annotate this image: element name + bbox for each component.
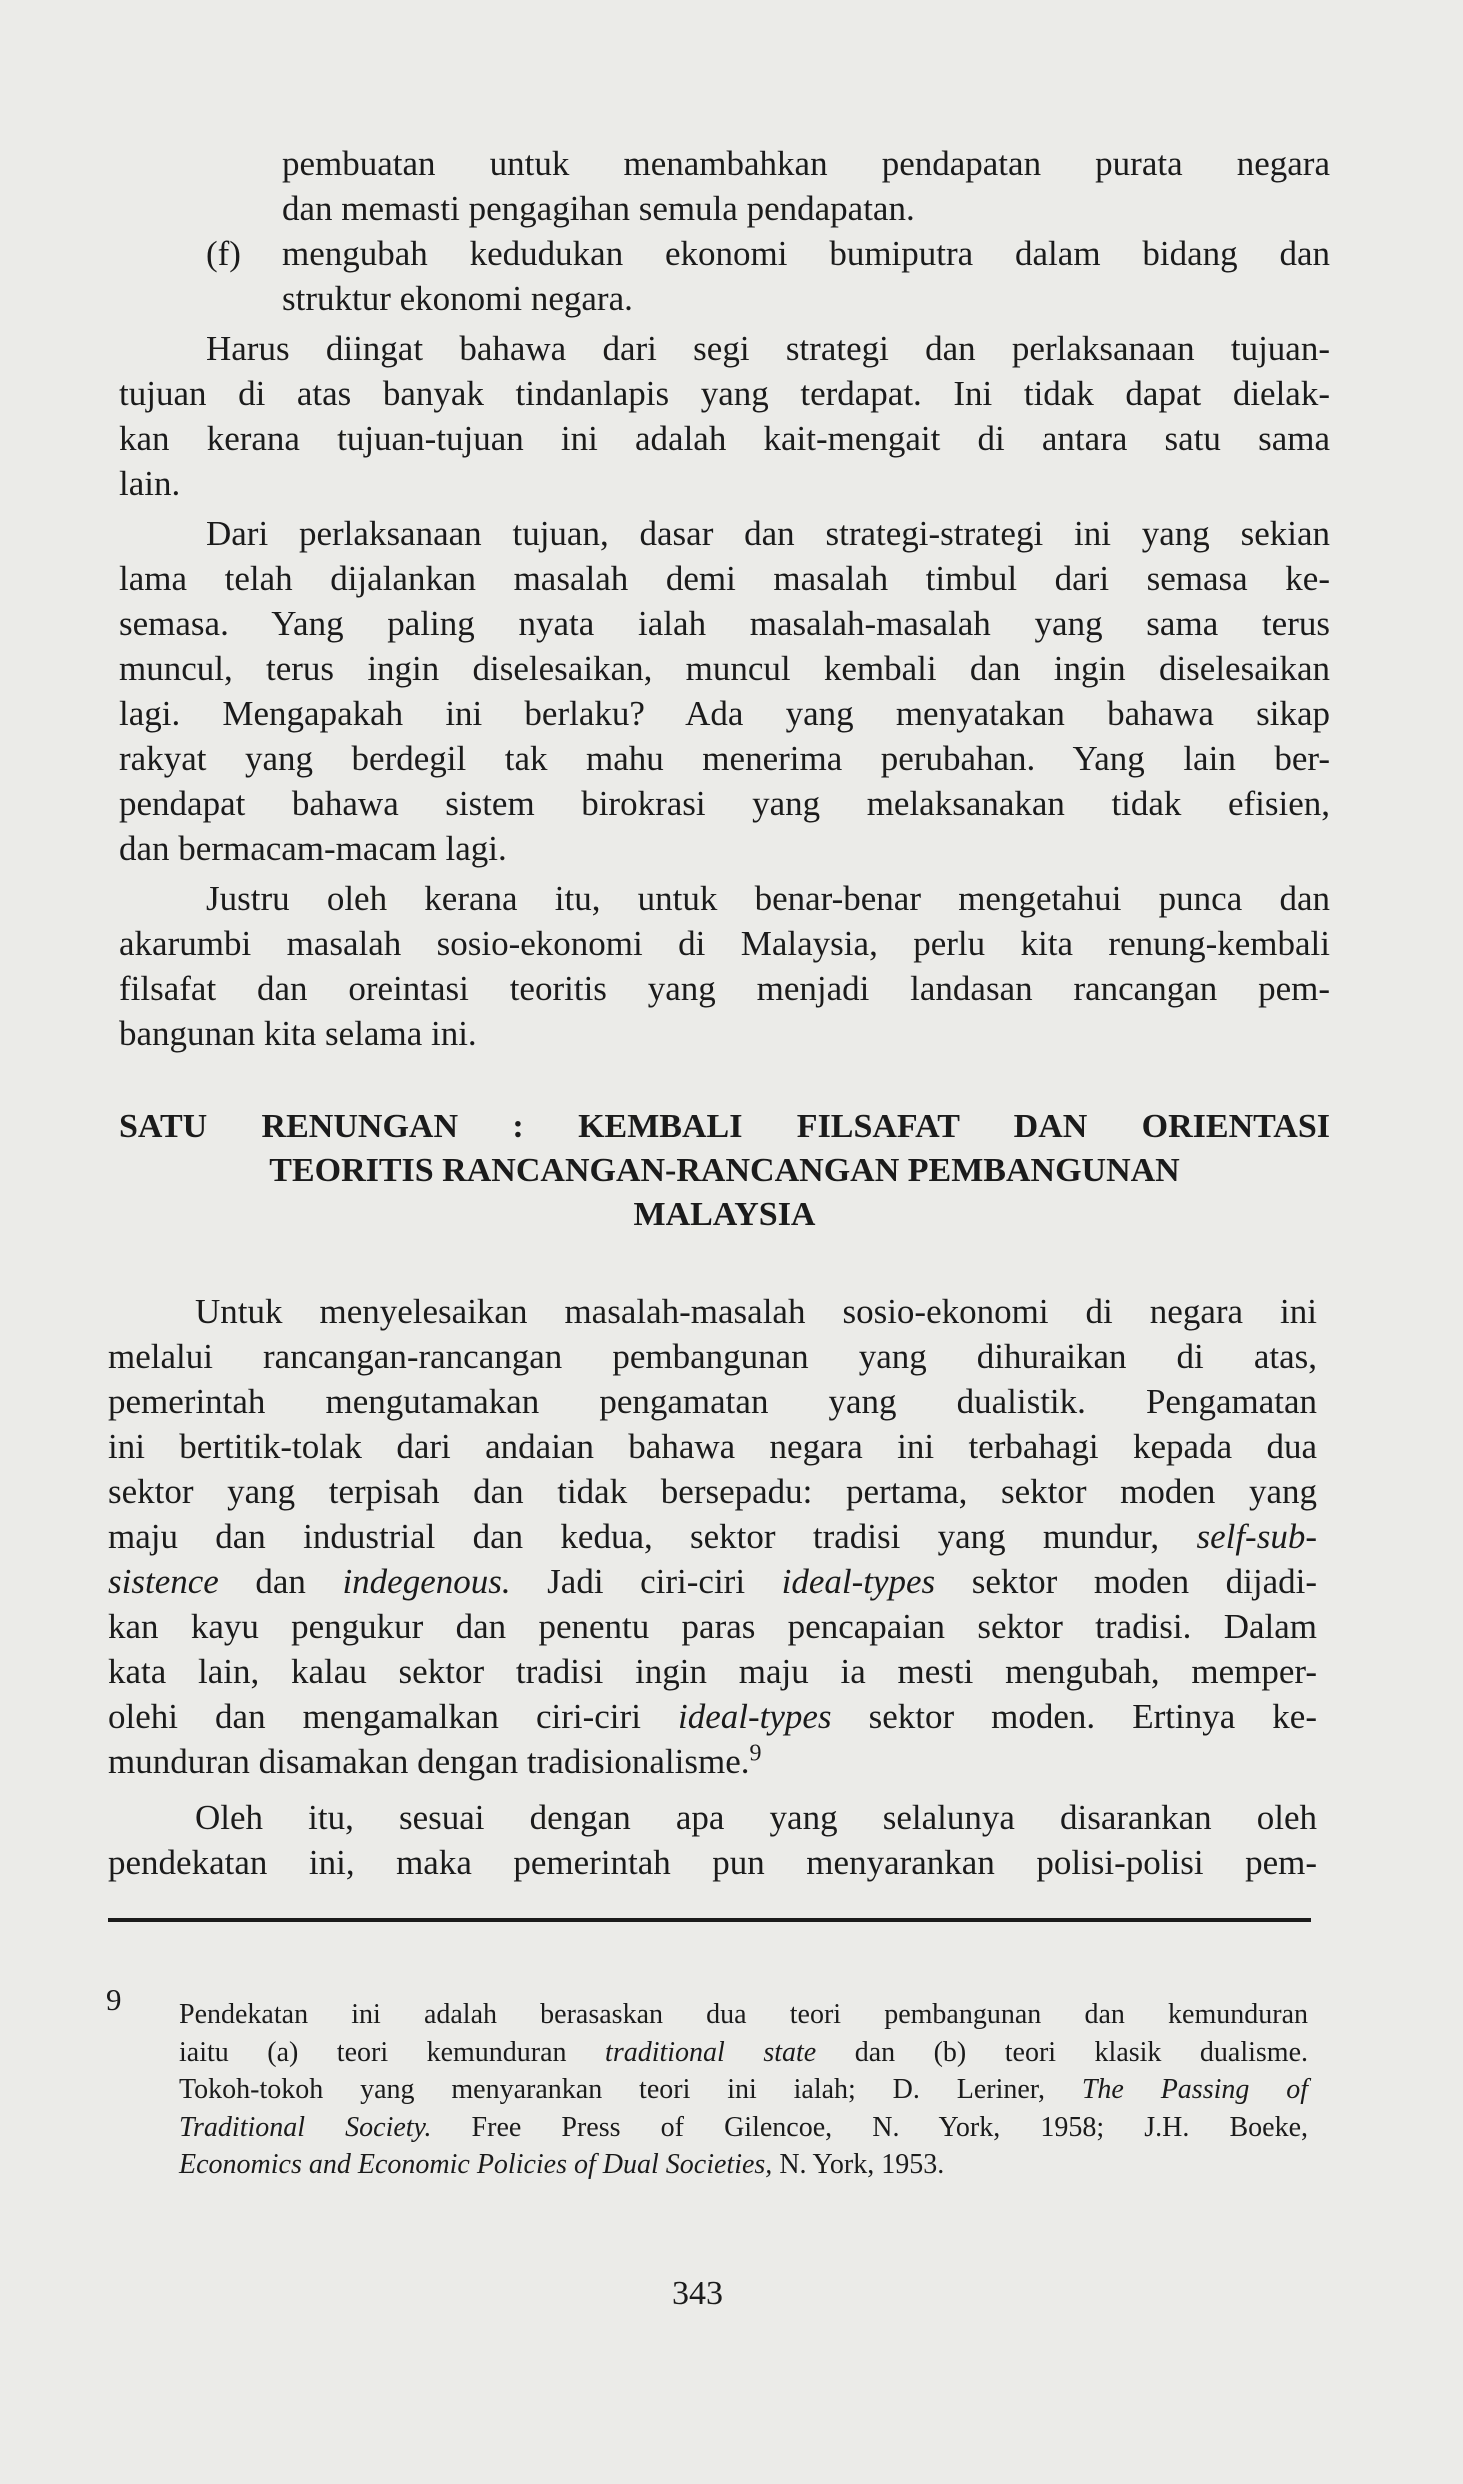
text-segment: Justru oleh kerana itu, untuk benar-benar mengetahui punca dan xyxy=(206,879,1330,918)
text-line xyxy=(119,781,1330,826)
text-segment: dan memasti pengagihan semula pendapatan. xyxy=(282,189,915,228)
heading-line: SATU RENUNGAN : KEMBALI FILSAFAT DAN ORIENTASI xyxy=(119,1108,1330,1145)
italic-text: traditional state xyxy=(605,2036,817,2068)
text-segment: kata lain, kalau sektor tradisi ingin maju ia mesti mengubah, memper- xyxy=(108,1652,1317,1691)
text-line xyxy=(119,736,1330,781)
text-line xyxy=(282,141,1330,186)
text-segment: pemerintah mengutamakan pengamatan yang dualistik. Pengamatan xyxy=(108,1382,1317,1421)
paragraph xyxy=(119,876,1330,1056)
text-segment: pendekatan ini, maka pemerintah pun menyarankan polisi-polisi pem- xyxy=(108,1843,1317,1882)
text-line xyxy=(179,2034,1308,2072)
text-segment: kan kayu pengukur dan penentu paras pencapaian sektor tradisi. Dalam xyxy=(108,1607,1317,1646)
text-segment: rakyat yang berdegil tak mahu menerima perubahan. Yang lain ber- xyxy=(119,739,1330,778)
text-line xyxy=(119,556,1330,601)
text-line xyxy=(282,276,1330,321)
text-segment: muncul, terus ingin diselesaikan, muncul kembali dan ingin diselesaikan xyxy=(119,649,1330,688)
list-item-e-continuation xyxy=(119,141,1330,231)
text-line xyxy=(119,461,1330,506)
text-line xyxy=(119,646,1330,691)
text-segment: sektor moden. Ertinya ke- xyxy=(831,1697,1317,1736)
paragraph xyxy=(108,1795,1317,1885)
footnote xyxy=(179,1996,1308,2184)
text-segment: Untuk menyelesaikan masalah-masalah sosio-ekonomi di negara ini xyxy=(195,1292,1317,1331)
text-segment: filsafat dan oreintasi teoritis yang menjadi landasan rancangan pem- xyxy=(119,969,1330,1008)
text-line xyxy=(119,1011,1330,1056)
text-segment: pendapat bahawa sistem birokrasi yang melaksanakan tidak efisien, xyxy=(119,784,1330,823)
text-line xyxy=(119,921,1330,966)
text-line xyxy=(108,1469,1317,1514)
text-segment: pembuatan untuk menambahkan pendapatan purata negara xyxy=(282,144,1330,183)
text-segment: N. York, 1953. xyxy=(772,2149,945,2180)
text-line xyxy=(108,1739,1317,1784)
footnote-number: 9 xyxy=(106,1982,122,2017)
footnote-divider xyxy=(108,1918,1311,1922)
text-line xyxy=(282,186,1330,231)
text-line xyxy=(108,1604,1317,1649)
text-segment: akarumbi masalah sosio-ekonomi di Malaysia, perlu kita renung-kembali xyxy=(119,924,1330,963)
text-segment: mengubah kedudukan ekonomi bumiputra dalam bidang dan xyxy=(282,234,1330,273)
text-line xyxy=(119,826,1330,871)
text-line xyxy=(179,2146,1308,2184)
italic-text: self-sub- xyxy=(1196,1517,1317,1556)
text-segment: sektor yang terpisah dan tidak bersepadu: pertama, sektor moden yang xyxy=(108,1472,1317,1511)
text-line xyxy=(119,511,1330,556)
text-segment: iaitu (a) teori kemunduran xyxy=(179,2036,606,2068)
text-segment: sektor moden dijadi- xyxy=(935,1562,1317,1601)
text-line xyxy=(179,1996,1308,2034)
list-item-label: (f) xyxy=(206,234,241,273)
text-line xyxy=(108,1840,1317,1885)
text-segment: dan bermacam-macam lagi. xyxy=(119,829,507,868)
text-segment: ini bertitik-tolak dari andaian bahawa negara ini terbahagi kepada dua xyxy=(108,1427,1317,1466)
text-segment: Harus diingat bahawa dari segi strategi dan perlaksanaan tujuan- xyxy=(206,329,1330,368)
text-line xyxy=(179,2109,1308,2147)
section-heading xyxy=(119,1105,1330,1237)
text-line xyxy=(119,326,1330,371)
text-line xyxy=(108,1514,1317,1559)
text-line xyxy=(119,966,1330,1011)
heading-line: MALAYSIA xyxy=(633,1196,816,1233)
text-line xyxy=(282,231,1330,276)
text-segment: Free Press of Gilencoe, N. York, 1958; J.H. Boeke, xyxy=(431,2111,1309,2143)
text-segment: Tokoh-tokoh yang menyarankan teori ini ialah; D. Leriner, xyxy=(179,2074,1082,2105)
text-segment: tujuan di atas banyak tindanlapis yang terdapat. Ini tidak dapat dielak- xyxy=(119,374,1330,413)
italic-text: Traditional Society. xyxy=(179,2111,432,2143)
body-section-2 xyxy=(108,1289,1317,1885)
text-line xyxy=(108,1334,1317,1379)
paragraph xyxy=(119,326,1330,506)
text-segment: olehi dan mengamalkan ciri-ciri xyxy=(108,1697,678,1736)
text-segment: munduran disamakan dengan tradisionalisme. xyxy=(108,1742,750,1781)
text-segment: melalui rancangan-rancangan pembangunan yang dihuraikan di atas, xyxy=(108,1337,1317,1376)
text-line xyxy=(108,1379,1317,1424)
text-line xyxy=(108,1559,1317,1604)
text-segment: semasa. Yang paling nyata ialah masalah-masalah yang sama terus xyxy=(119,604,1330,643)
text-line xyxy=(108,1649,1317,1694)
text-line xyxy=(119,691,1330,736)
text-line xyxy=(119,876,1330,921)
italic-text: ideal-types xyxy=(677,1697,832,1736)
body-section-1 xyxy=(119,141,1330,1056)
text-line xyxy=(108,1289,1317,1334)
text-segment: lagi. Mengapakah ini berlaku? Ada yang menyatakan bahawa sikap xyxy=(119,694,1330,733)
text-line xyxy=(119,371,1330,416)
heading-line: TEORITIS RANCANGAN-RANCANGAN PEMBANGUNAN xyxy=(269,1152,1180,1189)
paragraph xyxy=(108,1289,1317,1784)
text-segment: Pendekatan ini adalah berasaskan dua teori pembangunan dan kemunduran xyxy=(179,1999,1308,2030)
text-segment: Dari perlaksanaan tujuan, dasar dan strategi-strategi ini yang sekian xyxy=(206,514,1330,553)
footnote-reference: 9 xyxy=(749,1740,762,1767)
list-item-f xyxy=(119,231,1330,321)
text-segment: lama telah dijalankan masalah demi masalah timbul dari semasa ke- xyxy=(119,559,1330,598)
text-line xyxy=(108,1424,1317,1469)
italic-text: Economics and Economic Policies of Dual Societies, xyxy=(179,2149,773,2180)
italic-text: The Passing of xyxy=(1081,2074,1308,2105)
paragraph xyxy=(119,511,1330,871)
text-segment: bangunan kita selama ini. xyxy=(119,1014,477,1053)
text-segment: Jadi ciri-ciri xyxy=(510,1562,782,1601)
italic-text: sistence xyxy=(108,1562,219,1601)
text-segment: lain. xyxy=(119,464,181,503)
text-line xyxy=(108,1795,1317,1840)
italic-text: ideal-types xyxy=(781,1562,936,1601)
text-line xyxy=(108,1694,1317,1739)
text-line xyxy=(119,416,1330,461)
italic-text: indegenous. xyxy=(342,1562,511,1601)
text-segment: dan (b) teori klasik dualisme. xyxy=(816,2036,1308,2068)
text-segment: Oleh itu, sesuai dengan apa yang selalunya disarankan oleh xyxy=(195,1798,1317,1837)
text-segment: dan xyxy=(218,1562,343,1601)
text-line xyxy=(119,601,1330,646)
text-segment: struktur ekonomi negara. xyxy=(282,279,633,318)
text-line xyxy=(179,2071,1308,2109)
page-number: 343 xyxy=(672,2275,723,2312)
text-segment: kan kerana tujuan-tujuan ini adalah kait-mengait di antara satu sama xyxy=(119,419,1330,458)
text-segment: maju dan industrial dan kedua, sektor tradisi yang mundur, xyxy=(108,1517,1197,1556)
